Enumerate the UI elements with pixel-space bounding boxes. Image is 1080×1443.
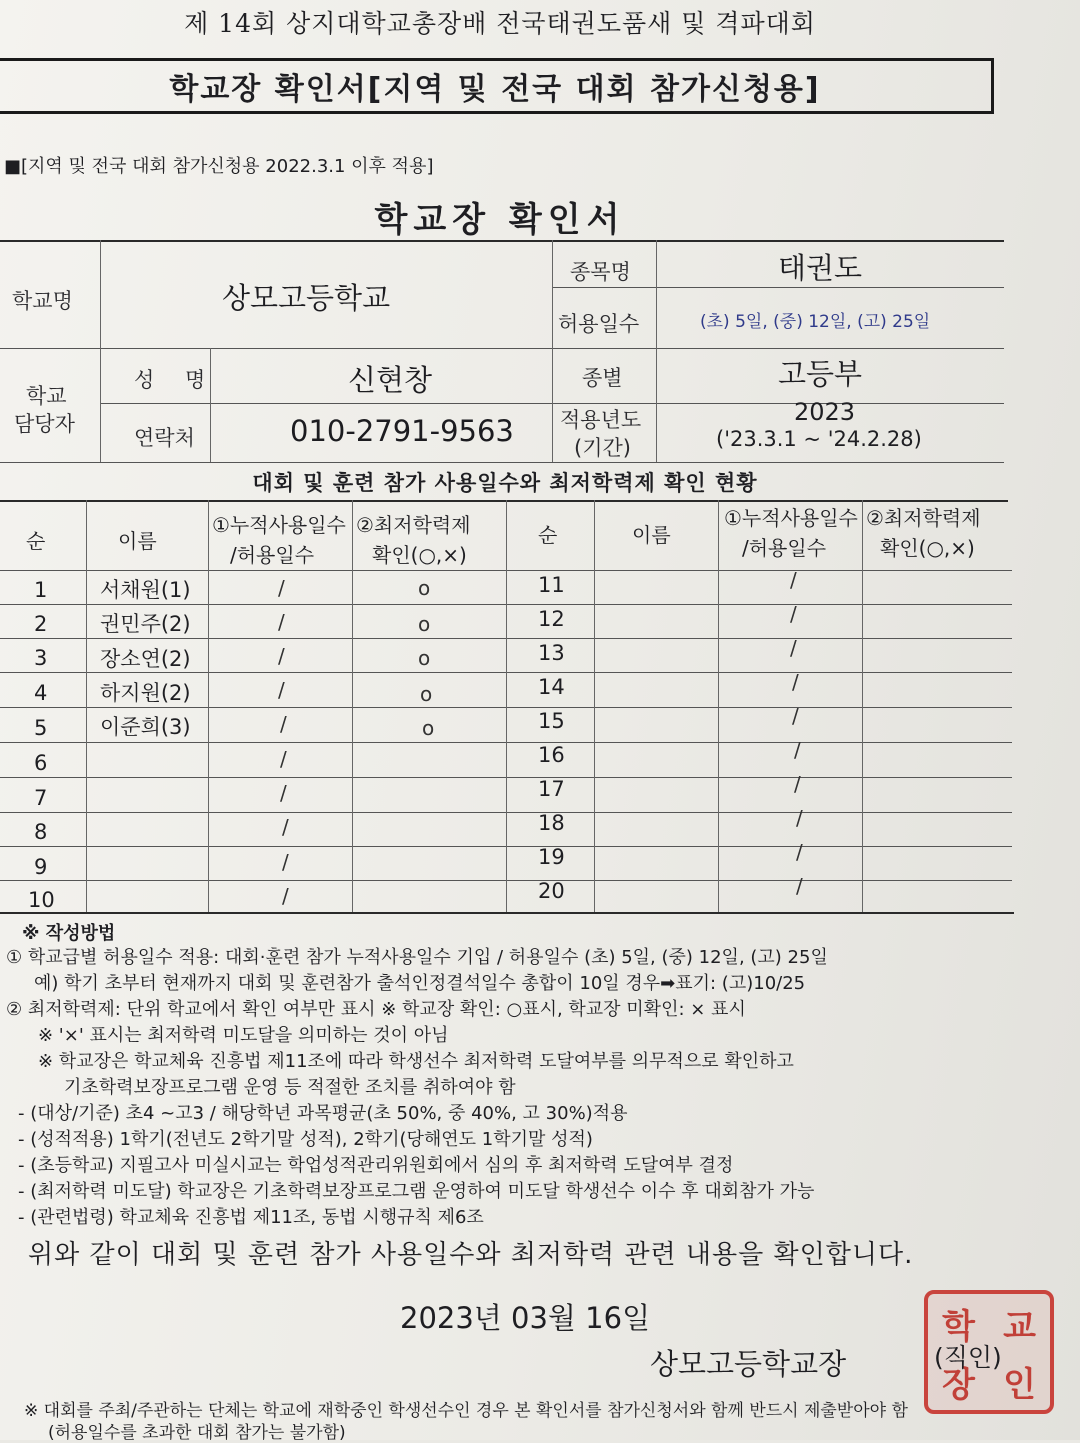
min-check-cell: o	[418, 646, 431, 670]
note-line: - (초등학교) 지필고사 미실시교는 학업성적관리위원회에서 심의 후 최저학력 도달여부 결정	[18, 1155, 734, 1176]
column-divider	[86, 500, 87, 912]
note-line: - (대상/기준) 초4 ~고3 / 해당학년 과목평균(초 50%, 중 40%, 고 30%)적용	[18, 1103, 628, 1124]
days-cell: /	[278, 644, 285, 668]
info-table-top-border	[0, 240, 1004, 242]
column-divider	[594, 500, 595, 912]
row-number: 6	[34, 751, 48, 775]
row-number: 16	[538, 743, 565, 767]
row-number: 9	[34, 855, 48, 879]
days-cell: /	[280, 747, 287, 771]
header-min-left-2: 확인(○,×)	[372, 543, 467, 567]
contact-name-value: 신현창	[348, 363, 433, 397]
year-label: 적용년도	[560, 408, 642, 432]
sport-label: 종목명	[570, 260, 631, 284]
row-number: 12	[538, 607, 565, 631]
name-label: 성 명	[134, 368, 218, 392]
header-min-left: ②최저학력제	[356, 513, 471, 537]
school-label: 학교명	[12, 289, 73, 313]
footer-note-2: (허용일수를 초과한 대회 참가는 불가함)	[48, 1423, 346, 1443]
header-days-right: ①누적사용일수	[724, 506, 858, 530]
official-seal-icon: 학 교 장 인	[924, 1290, 1054, 1414]
phone-label: 연락처	[134, 426, 195, 450]
note-line: - (성적적용) 1학기(전년도 2학기말 성적), 2학기(당해연도 1학기말 성적)	[18, 1129, 593, 1150]
seal-label: (직인)	[934, 1343, 1002, 1372]
info-rule	[0, 348, 1004, 349]
participant-name: 이준희(3)	[100, 715, 191, 739]
participant-name: 권민주(2)	[100, 612, 191, 636]
note-line: ※ 학교장은 학교체육 진흥법 제11조에 따라 학생선수 최저학력 도달여부를 의무적으로 확인하고	[38, 1051, 794, 1072]
header-min-right-2: 확인(○,×)	[880, 536, 975, 560]
header-name-left: 이름	[118, 529, 157, 553]
info-divider	[100, 240, 101, 462]
days-cell: /	[794, 738, 801, 762]
row-number: 10	[28, 888, 55, 912]
min-check-cell: o	[418, 576, 431, 600]
row-number: 5	[34, 716, 48, 740]
row-number: 13	[538, 641, 565, 665]
column-divider	[862, 500, 863, 912]
contact-label: 학교	[26, 384, 67, 408]
note-line: - (관련법령) 학교체육 진흥법 제11조, 동법 시행규칙 제6조	[18, 1207, 484, 1228]
principal-signature: 상모고등학교장	[650, 1347, 847, 1381]
info-rule	[0, 462, 1004, 463]
column-divider	[718, 500, 719, 912]
min-check-cell: o	[418, 612, 431, 636]
period-value: ('23.3.1 ~ '24.2.28)	[716, 427, 922, 451]
note-line: ① 학교급별 허용일수 적용: 대회·훈련 참가 누적사용일수 기입 / 허용일수 (초) 5일, (중) 12일, (고) 25일	[6, 947, 828, 968]
participant-table-bottom-border	[0, 912, 1014, 914]
section-heading: 대회 및 훈련 참가 사용일수와 최저학력제 확인 현황	[252, 471, 758, 495]
notes-heading: ※ 작성방법	[22, 923, 116, 944]
min-check-cell: o	[420, 682, 433, 706]
days-cell: /	[790, 568, 797, 592]
row-number: 3	[34, 646, 48, 670]
header-min-right: ②최저학력제	[866, 506, 981, 530]
days-cell: /	[790, 602, 797, 626]
note-line: 기초학력보장프로그램 운영 등 적절한 조치를 취하여야 함	[64, 1077, 516, 1098]
info-divider	[656, 240, 657, 462]
form-title-box: 학교장 확인서[지역 및 전국 대회 참가신청용]	[0, 58, 994, 114]
division-label: 종별	[582, 366, 623, 390]
scope-note: ■[지역 및 전국 대회 참가신청용 2022.3.1 이후 적용]	[4, 156, 434, 177]
header-name-right: 이름	[632, 523, 671, 547]
allowed-days-label: 허용일수	[558, 312, 640, 336]
participant-name: 장소연(2)	[100, 647, 191, 671]
contact-label-2: 담당자	[14, 412, 75, 436]
days-cell: /	[278, 678, 285, 702]
row-number: 2	[34, 612, 48, 636]
contact-phone-value: 010-2791-9563	[290, 414, 514, 448]
row-number: 17	[538, 777, 565, 801]
days-cell: /	[282, 850, 289, 874]
sport-value: 태권도	[778, 251, 863, 285]
event-title: 제 14회 상지대학교총장배 전국태권도품새 및 격파대회	[184, 9, 816, 38]
days-cell: /	[796, 840, 803, 864]
allowed-days-value: (초) 5일, (중) 12일, (고) 25일	[700, 312, 931, 332]
row-number: 18	[538, 811, 565, 835]
days-cell: /	[282, 815, 289, 839]
header-days-left-2: /허용일수	[230, 543, 315, 567]
period-label: (기간)	[574, 436, 631, 460]
days-cell: /	[280, 712, 287, 736]
column-divider	[352, 500, 353, 912]
division-value: 고등부	[778, 357, 863, 391]
participant-name: 하지원(2)	[100, 681, 191, 705]
participant-table-top-border	[0, 500, 1008, 502]
row-number: 7	[34, 786, 48, 810]
days-cell: /	[792, 670, 799, 694]
row-number: 8	[34, 820, 48, 844]
days-cell: /	[278, 610, 285, 634]
header-days-right-2: /허용일수	[742, 536, 827, 560]
days-cell: /	[790, 636, 797, 660]
footer-note: ※ 대회를 주최/주관하는 단체는 학교에 재학중인 학생선수인 경우 본 확인서를 참가신청서와 함께 반드시 제출받아야 함	[24, 1401, 908, 1421]
confirmation-statement: 위와 같이 대회 및 훈련 참가 사용일수와 최저학력 관련 내용을 확인합니다.	[28, 1240, 914, 1270]
row-number: 15	[538, 709, 565, 733]
info-divider	[552, 240, 553, 462]
days-cell: /	[796, 806, 803, 830]
column-divider	[208, 500, 209, 912]
header-no-right: 순	[538, 523, 558, 547]
row-number: 19	[538, 845, 565, 869]
note-line: ※ '×' 표시는 최저학력 미도달을 의미하는 것이 아님	[38, 1025, 449, 1046]
year-value: 2023	[794, 398, 856, 426]
header-no-left: 순	[26, 529, 46, 553]
row-number: 14	[538, 675, 565, 699]
days-cell: /	[280, 781, 287, 805]
note-line: - (최저학력 미도달) 학교장은 기초학력보장프로그램 운영하여 미도달 학생선수 이수 후 대회참가 가능	[18, 1181, 815, 1202]
participant-name: 서채원(1)	[100, 578, 191, 602]
min-check-cell: o	[422, 716, 435, 740]
document-title: 학교장 확인서	[374, 200, 626, 240]
days-cell: /	[792, 704, 799, 728]
row-number: 20	[538, 879, 565, 903]
header-days-left: ①누적사용일수	[212, 513, 346, 537]
issue-date: 2023년 03월 16일	[400, 1301, 651, 1335]
row-number: 11	[538, 573, 565, 597]
days-cell: /	[278, 576, 285, 600]
note-line: 예) 학기 초부터 현재까지 대회 및 훈련참가 출석인정결석일수 총합이 10일 경우➡표기: (고)10/25	[34, 973, 806, 994]
days-cell: /	[796, 874, 803, 898]
row-number: 1	[34, 578, 48, 602]
days-cell: /	[282, 884, 289, 908]
note-line: ② 최저학력제: 단위 학교에서 확인 여부만 표시 ※ 학교장 확인: ○표시, 학교장 미확인: × 표시	[6, 999, 746, 1020]
column-divider	[506, 500, 507, 912]
info-rule	[552, 287, 1004, 288]
row-number: 4	[34, 681, 48, 705]
school-value: 상모고등학교	[222, 281, 391, 315]
days-cell: /	[794, 772, 801, 796]
